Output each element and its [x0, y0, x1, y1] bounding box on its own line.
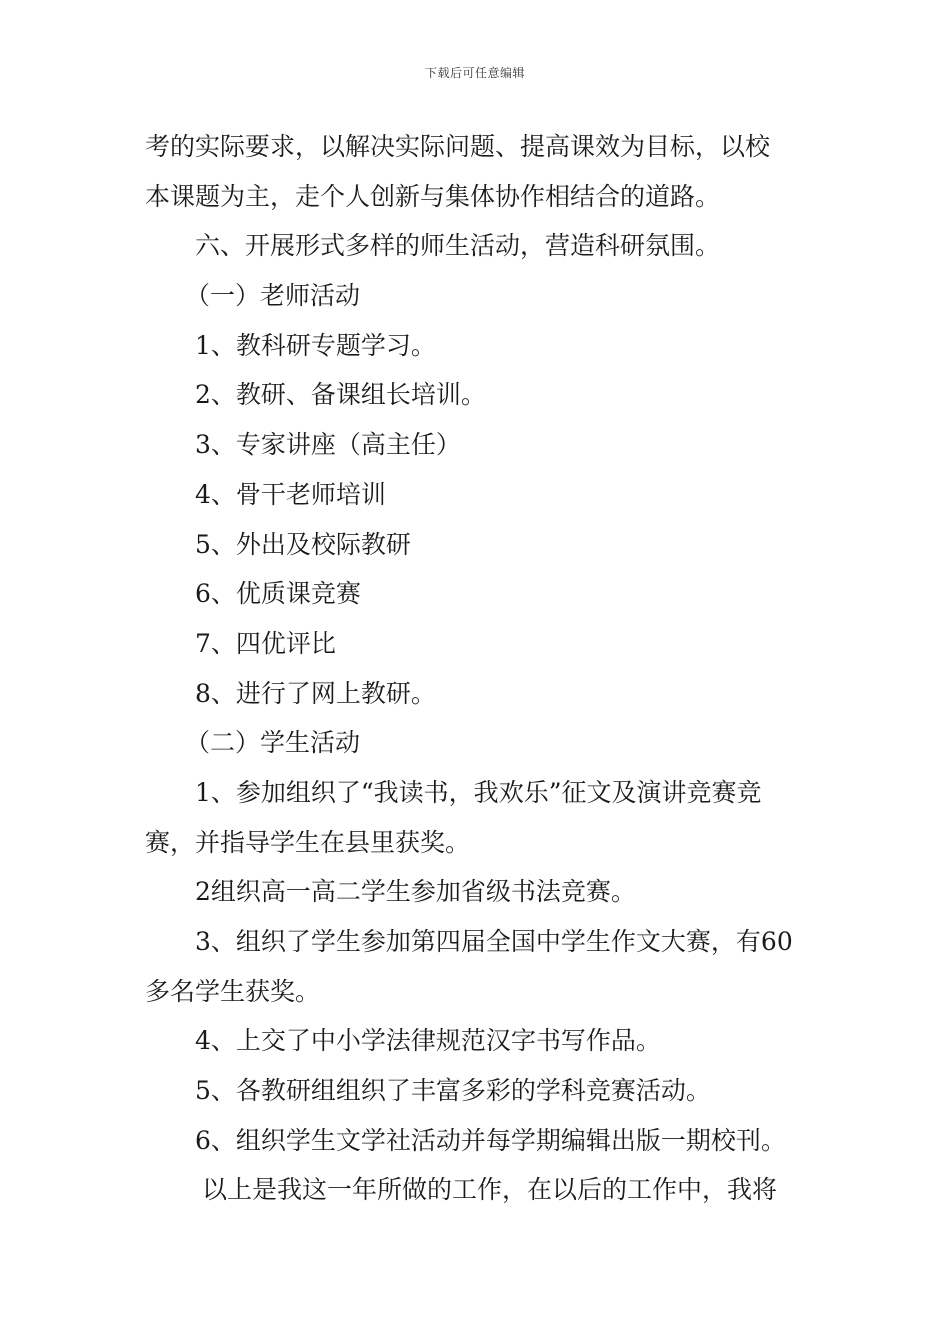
text-line: 六、开展形式多样的师生活动，营造科研氛围。: [195, 231, 721, 261]
text-line: 2、教研、备课组长培训。: [195, 380, 486, 410]
text-line: 以上是我这一年所做的工作，在以后的工作中，我将: [202, 1175, 778, 1205]
text-line: 5、外出及校际教研: [195, 529, 411, 559]
text-line: 5、各教研组组织了丰富多彩的学科竞赛活动。: [195, 1076, 711, 1106]
text-line: 6、组织学生文学社活动并每学期编辑出版一期校刊。: [195, 1125, 786, 1155]
text-line: 赛，并指导学生在县里获奖。: [145, 827, 471, 857]
text-line: 1、参加组织了“我读书，我欢乐”征文及演讲竞赛竞: [195, 777, 762, 807]
document-body: [145, 122, 810, 1215]
text-line: 7、四优评比: [195, 628, 336, 658]
text-line: （一）老师活动: [185, 281, 361, 311]
text-line: （二）学生活动: [185, 728, 361, 758]
page-header: 下载后可任意编辑: [424, 66, 525, 80]
text-line: 多名学生获奖。: [145, 976, 321, 1006]
text-line: 1、教科研专题学习。: [195, 330, 436, 360]
text-line: 3、专家讲座（高主任）: [195, 430, 461, 460]
text-line: 考的实际要求，以解决实际问题、提高课效为目标，以校: [145, 132, 771, 161]
text-line: 6、优质课竞赛: [195, 579, 361, 609]
text-line: 3、组织了学生参加第四届全国中学生作文大赛，有60: [195, 927, 793, 956]
text-line: 2组织高一高二学生参加省级书法竞赛。: [195, 877, 636, 907]
text-line: 8、进行了网上教研。: [195, 678, 436, 708]
text-line: 4、上交了中小学法律规范汉字书写作品。: [195, 1026, 661, 1056]
text-line: 4、骨干老师培训: [195, 479, 386, 509]
text-line: 本课题为主，走个人创新与集体协作相结合的道路。: [145, 181, 721, 211]
